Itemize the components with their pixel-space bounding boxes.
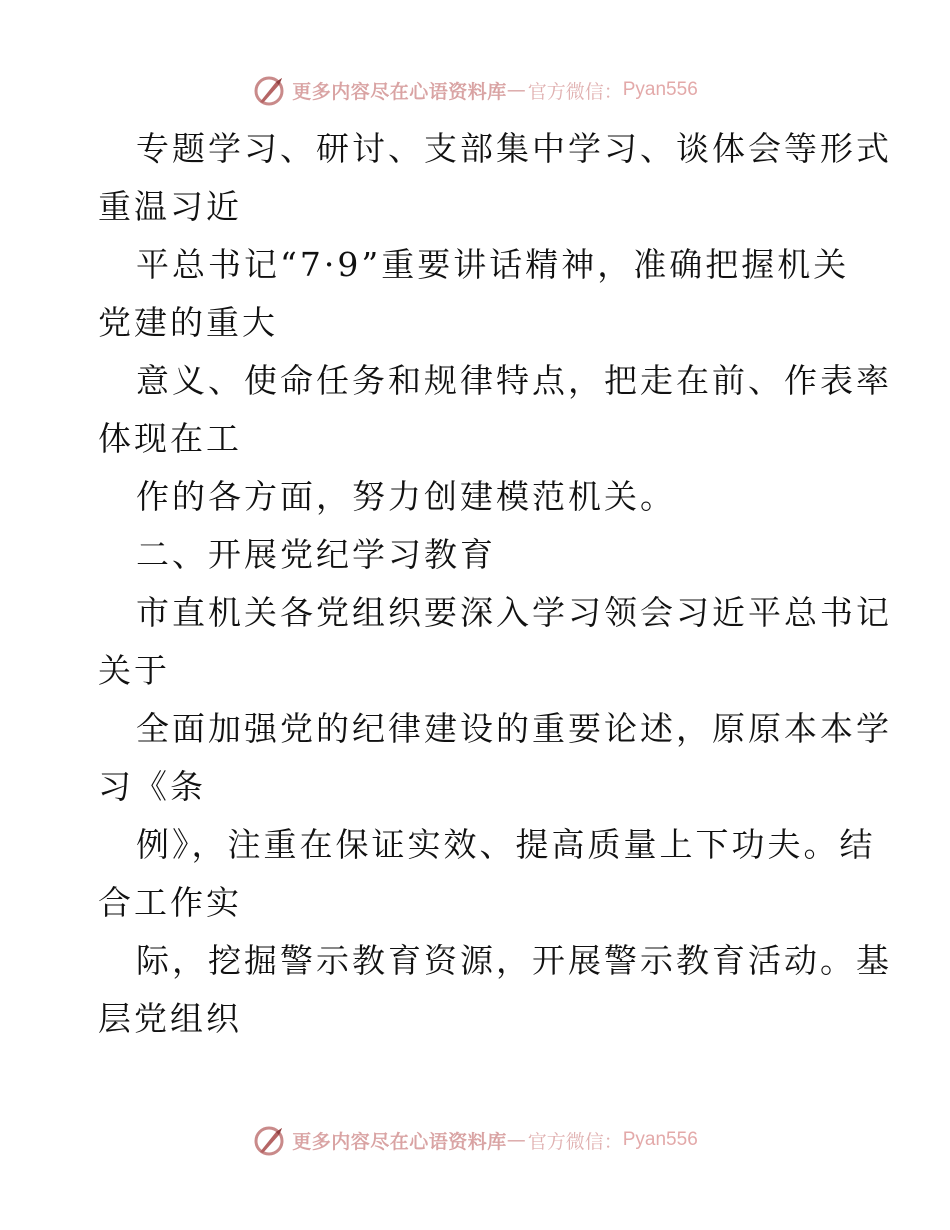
text-line: 全面加强党的纪律建设的重要论述，原原本本学 [136,709,892,748]
text-line: 例》，注重在保证实效、提高质量上下功夫。结 [136,825,876,864]
banner-wechat-id: Pyan556 [622,1129,698,1150]
text-line: 专题学习、研讨、支部集中学习、谈体会等形式 [136,129,892,168]
text-line: 意义、使命任务和规律特点，把走在前、作表率 [136,361,892,400]
text-line: 际，挖掘警示教育资源，开展警示教育活动。基 [136,941,892,980]
banner-separator: — [506,1129,526,1151]
text-line: 关于 [98,651,170,690]
document-body [98,120,892,1048]
text-line: 作的各方面，努力创建模范机关。 [136,477,676,516]
pen-logo-icon [252,1122,288,1158]
text-line: 平总书记“7·9”重要讲话精神，准确把握机关 [136,245,850,284]
footer-watermark-banner [0,1120,950,1160]
banner-wechat-label: 官方微信： [527,80,623,103]
banner-main-text: 更多内容尽在心语资料库 [292,80,507,103]
pen-logo-icon [252,72,288,108]
banner-wechat-label: 官方微信： [527,1130,623,1153]
text-line: 党建的重大 [98,303,278,342]
banner-separator: — [506,79,526,101]
section-heading: 二、开展党纪学习教育 [136,535,496,574]
header-watermark-banner [0,70,950,110]
text-line: 合工作实 [98,883,242,922]
banner-wechat-id: Pyan556 [622,79,698,100]
text-line: 习《条 [98,767,206,806]
text-line: 体现在工 [98,419,242,458]
text-line: 重温习近 [98,187,242,226]
text-line: 层党组织 [98,999,242,1038]
banner-main-text: 更多内容尽在心语资料库 [292,1130,507,1153]
text-line: 市直机关各党组织要深入学习领会习近平总书记 [136,593,892,632]
